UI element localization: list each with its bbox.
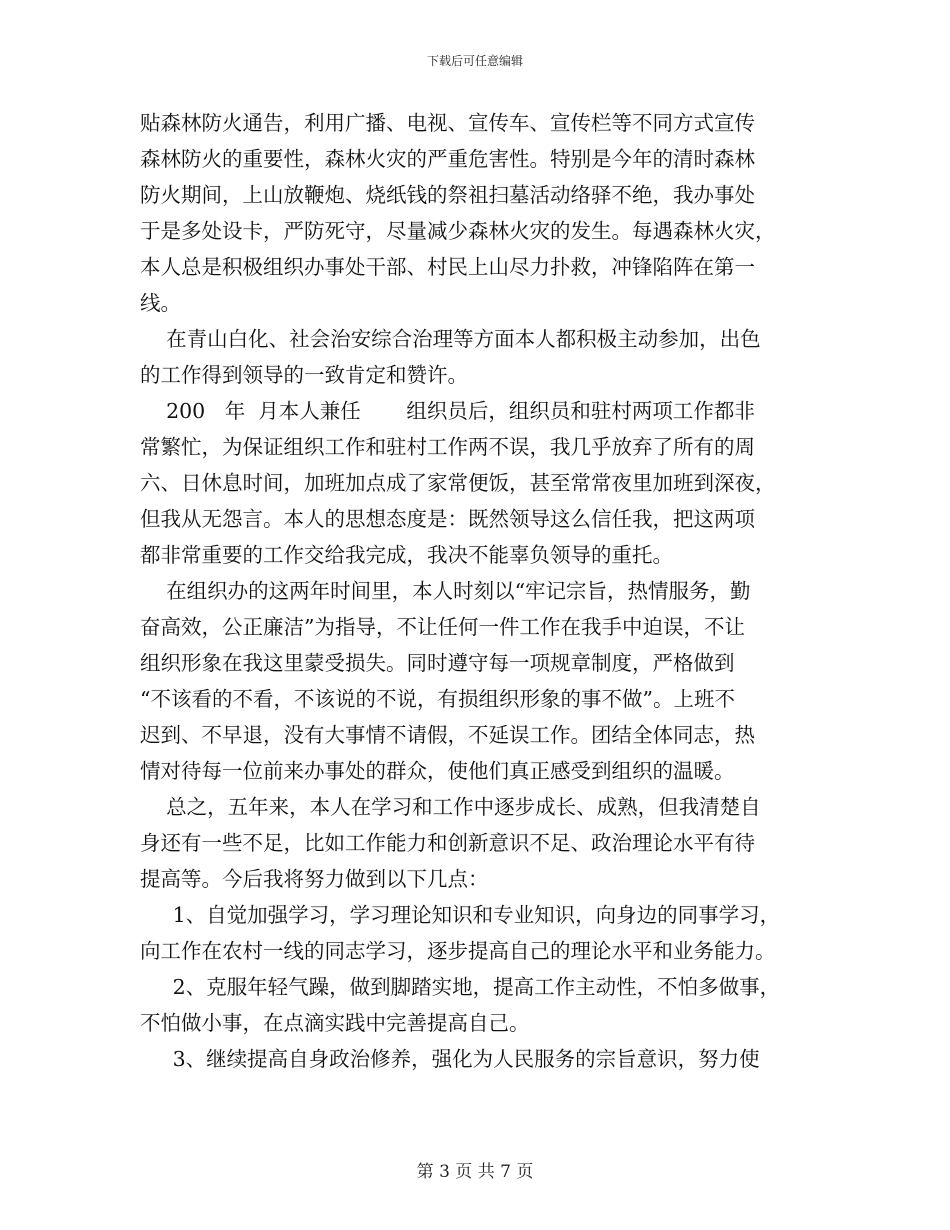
text-line: 不怕做小事，在点滴实践中完善提高自己。 bbox=[140, 1011, 530, 1035]
text-line: 身还有一些不足，比如工作能力和创新意识不足、政治理论水平有待 bbox=[140, 831, 755, 855]
text-line: 都非常重要的工作交给我完成，我决不能辜负领导的重托。 bbox=[140, 543, 673, 567]
text-line: 1、自觉加强学习，学习理论知识和专业知识，向身边的同事学习， bbox=[140, 903, 781, 927]
text-line: 总之，五年来，本人在学习和工作中逐步成长、成熟，但我清楚自 bbox=[140, 795, 761, 819]
text-line: 常繁忙，为保证组织工作和驻村工作两不误，我几乎放弃了所有的周 bbox=[140, 435, 755, 459]
text-line: 2、克服年轻气躁，做到脚踏实地，提高工作主动性，不怕多做事， bbox=[140, 975, 781, 999]
text-line: 情对待每一位前来办事处的群众，使他们真正感受到组织的温暖。 bbox=[140, 759, 735, 783]
text-line: 于是多处设卡，严防死守，尽量减少森林火灾的发生。每遇森林火灾， bbox=[140, 219, 776, 243]
text-line: 3、继续提高自身政治修养，强化为人民服务的宗旨意识，努力使 bbox=[140, 1047, 760, 1071]
text-line: 向工作在农村一线的同志学习，逐步提高自己的理论水平和业务能力。 bbox=[140, 939, 776, 963]
text-line: 线。 bbox=[140, 291, 181, 315]
text-line: 防火期间，上山放鞭炮、烧纸钱的祭祖扫墓活动络驿不绝，我办事处 bbox=[140, 183, 755, 207]
text-line: 六、日休息时间，加班加点成了家常便饭，甚至常常夜里加班到深夜， bbox=[140, 471, 776, 495]
text-line: “不该看的不看，不该说的不说，有损组织形象的事不做”。上班不 bbox=[140, 687, 735, 711]
text-line: 在青山白化、社会治安综合治理等方面本人都积极主动参加，出色 bbox=[140, 327, 761, 351]
page-header: 下载后可任意编辑 bbox=[426, 54, 523, 68]
text-line: 但我从无怨言。本人的思想态度是：既然领导这么信任我，把这两项 bbox=[140, 507, 755, 531]
text-line: 贴森林防火通告，利用广播、电视、宣传车、宣传栏等不同方式宣传 bbox=[140, 111, 755, 135]
text-line: 的工作得到领导的一致肯定和赞许。 bbox=[140, 363, 468, 387]
text-line: 迟到、不早退，没有大事情不请假，不延误工作。团结全体同志，热 bbox=[140, 723, 755, 747]
text-line: 奋高效，公正廉洁”为指导，不让任何一件工作在我手中迫误，不让 bbox=[140, 615, 745, 639]
page-number: 第 3 页 共 7 页 bbox=[416, 1162, 534, 1182]
text-line: 本人总是积极组织办事处干部、村民上山尽力扑救，冲锋陷阵在第一 bbox=[140, 255, 755, 279]
text-line: 200 年 月本人兼任 组织员后，组织员和驻村两项工作都非 bbox=[140, 399, 755, 423]
text-line: 森林防火的重要性，森林火灾的严重危害性。特别是今年的清时森林 bbox=[140, 147, 755, 171]
text-line: 提高等。今后我将努力做到以下几点： bbox=[140, 867, 489, 891]
text-line: 在组织办的这两年时间里，本人时刻以“牢记宗旨，热情服务，勤 bbox=[140, 579, 751, 603]
text-line: 组织形象在我这里蒙受损失。同时遵守每一项规章制度，严格做到 bbox=[140, 651, 735, 675]
